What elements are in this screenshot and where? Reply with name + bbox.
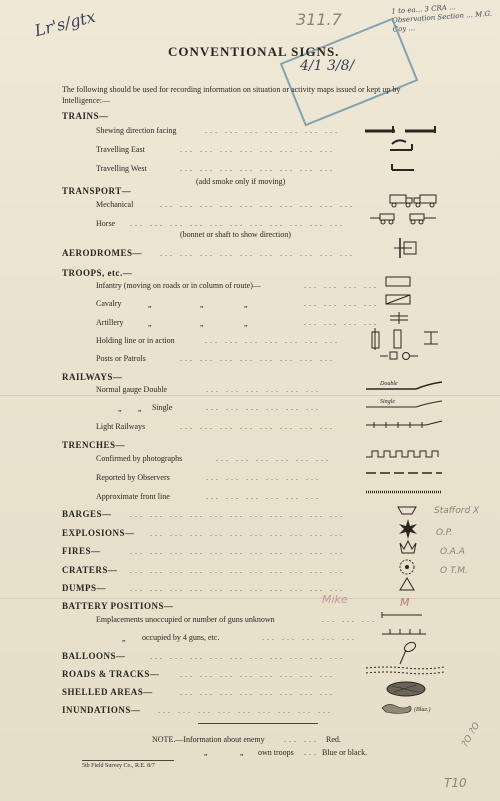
- dot-leader: ... ... ... ...: [304, 299, 379, 308]
- section-fires: FIRES—: [62, 546, 101, 556]
- pencil-note-corner: T10: [444, 776, 467, 790]
- dot-leader: ... ... ... ... ...: [262, 633, 357, 642]
- train-direction-symbol: [365, 123, 440, 135]
- barge-symbol: [396, 503, 420, 517]
- dot-leader: ... ... ... ... ... ...: [206, 403, 321, 412]
- dot-leader: ... ... ... ... ... ... ... ...: [180, 164, 335, 173]
- ditto-mark: „: [200, 319, 204, 328]
- pencil-note-fires: O.A.A: [440, 547, 465, 557]
- ditto-mark: „: [244, 300, 248, 309]
- item-horse: Horse: [96, 219, 116, 228]
- section-roads-tracks: ROADS & TRACKS—: [62, 669, 160, 679]
- dot-leader: ...: [304, 748, 319, 757]
- section-dumps: DUMPS—: [62, 583, 106, 593]
- item-infantry: Infantry (moving on roads or in column of route)—: [96, 281, 261, 290]
- intro-text: The following should be used for recording information on situation or activity maps issued or kept up by Intelligence:—: [62, 85, 401, 105]
- pencil-note-barges: Stafford X: [434, 506, 480, 516]
- dot-leader: ... ... ... ... ... ... ... ... ... ...: [160, 249, 355, 258]
- page-title: CONVENTIONAL SIGNS.: [168, 44, 340, 59]
- train-west-symbol: [388, 160, 418, 172]
- artillery-symbol: [384, 312, 414, 326]
- item-approximate-front: Approximate front line: [96, 492, 170, 501]
- railway-single-symbol: [366, 396, 446, 410]
- pencil-note-battery: Mike: [322, 593, 348, 606]
- fire-symbol: [398, 539, 418, 555]
- item-shewing-direction: Shewing direction facing: [96, 126, 177, 135]
- dot-leader: ... ... ... ... ... ... ... ... ... ... ...: [130, 566, 345, 575]
- dot-leader: ... ... ... ... ... ... ... ... ... ...: [150, 529, 345, 538]
- note-own-color: Blue or black.: [322, 748, 368, 757]
- item-posts-patrols: Posts or Patrols: [96, 354, 146, 363]
- roads-tracks-symbol: [366, 664, 446, 676]
- posts-patrols-symbol: [378, 348, 422, 362]
- blue-label: (Blue.): [414, 707, 431, 713]
- pencil-note-bottom-right: ?O ?O: [460, 720, 483, 750]
- dot-leader: ... ... ... ...: [304, 318, 379, 327]
- note-add-smoke: (add smoke only if moving): [196, 177, 286, 186]
- dot-leader: ... ... ... ... ... ... ... ...: [180, 670, 335, 679]
- item-travelling-east: Travelling East: [96, 145, 145, 154]
- section-aerodromes: AERODROMES—: [62, 248, 143, 258]
- front-line-symbol: [366, 487, 446, 497]
- dot-leader: ... ... ... ... ... ... ... ... ... ... ...: [130, 510, 345, 519]
- pencil-note-craters: O T.M.: [440, 566, 468, 576]
- inundation-symbol: [380, 700, 448, 716]
- dot-leader: ... ... ... ... ... ... ... ... ...: [158, 706, 333, 715]
- fold-line: [0, 598, 500, 599]
- section-trenches: TRENCHES—: [62, 440, 126, 450]
- dot-leader: ... ... ... ... ... ... ... ...: [180, 688, 335, 697]
- item-cavalry: Cavalry: [96, 299, 122, 308]
- section-transport: TRANSPORT—: [62, 186, 132, 196]
- horse-transport-symbol: [370, 212, 440, 226]
- item-emplacements-unoccupied: Emplacements unoccupied or number of guns unknown: [96, 615, 275, 624]
- train-east-symbol: [388, 138, 418, 154]
- dot-leader: ... ... ... ... ... ... ... ...: [180, 354, 335, 363]
- infantry-symbol: [384, 276, 414, 288]
- pencil-note-dumps: M: [400, 596, 410, 609]
- dot-leader: ... ... ... ... ... ... ... ...: [180, 422, 335, 431]
- handwritten-note-top-left: Lr's/gtx: [32, 6, 98, 41]
- item-light-railways: Light Railways: [96, 422, 146, 431]
- trench-confirmed-symbol: [366, 449, 446, 459]
- dot-leader: ... ... ... ... ... ... ... ... ... ...: [160, 200, 355, 209]
- note-enemy-color: Red.: [326, 735, 341, 744]
- explosion-symbol: [398, 519, 418, 539]
- dot-leader: ... ... ... ... ... ... ... ...: [180, 145, 335, 154]
- note-own-troops: own troops: [258, 748, 294, 757]
- ditto-mark: „: [200, 300, 204, 309]
- dot-leader: ... ... ... ... ... ... ... ... ... ... ...: [130, 547, 345, 556]
- note-enemy: NOTE.—Information about enemy: [152, 735, 265, 744]
- item-confirmed-photographs: Confirmed by photographs: [96, 454, 183, 463]
- ditto-mark: „: [118, 404, 122, 413]
- item-mechanical: Mechanical: [96, 200, 134, 209]
- dot-leader: ... ... ... ... ... ... ... ... ... ...: [150, 652, 345, 661]
- crater-symbol: [398, 558, 416, 576]
- section-trains: TRAINS—: [62, 111, 109, 121]
- dot-leader: ... ... ... ... ... ...: [206, 385, 321, 394]
- section-craters: CRATERS—: [62, 565, 118, 575]
- section-shelled-areas: SHELLED AREAS—: [62, 687, 153, 697]
- dump-symbol: [398, 576, 416, 592]
- pencil-number-top: 311.7: [296, 10, 342, 29]
- handwritten-stamp-date: 4/1 3/8/: [300, 58, 355, 74]
- item-single: Single: [152, 403, 173, 412]
- balloon-symbol: [396, 640, 418, 666]
- mechanical-transport-symbol: [388, 192, 443, 208]
- ditto-mark: „: [138, 404, 142, 413]
- section-barges: BARGES—: [62, 509, 112, 519]
- trench-reported-symbol: [366, 468, 446, 478]
- dot-leader: ... ... ... ... ... ...: [206, 492, 321, 501]
- section-balloons: BALLOONS—: [62, 651, 126, 661]
- dot-leader: ... ... ... ... ... ... ...: [205, 126, 340, 135]
- divider: [82, 760, 174, 761]
- dot-leader: ... ... ... ... ... ... ... ... ... ... ...: [130, 584, 345, 593]
- section-explosions: EXPLOSIONS—: [62, 528, 135, 538]
- aerodrome-symbol: [392, 236, 422, 260]
- ditto-mark: „: [204, 748, 208, 757]
- dot-leader: ... ... ... ... ... ...: [216, 454, 331, 463]
- item-reported-observers: Reported by Observers: [96, 473, 170, 482]
- battery-occupied-symbol: [378, 626, 432, 638]
- item-normal-gauge: Normal gauge Double: [96, 385, 168, 394]
- dot-leader: ... ... ...: [322, 615, 377, 624]
- light-railway-symbol: [366, 416, 446, 430]
- pencil-note-explosions: O.P.: [436, 528, 453, 538]
- item-travelling-west: Travelling West: [96, 164, 147, 173]
- item-occupied-4-guns: occupied by 4 guns, etc.: [142, 633, 220, 642]
- shelled-area-symbol: [384, 680, 428, 698]
- ditto-mark: „: [148, 319, 152, 328]
- item-artillery: Artillery: [96, 318, 124, 327]
- battery-unoccupied-symbol: [378, 609, 428, 621]
- ditto-mark: „: [122, 634, 126, 643]
- section-railways: RAILWAYS—: [62, 372, 123, 382]
- section-battery-positions: BATTERY POSITIONS—: [62, 601, 174, 611]
- double-label: Double: [380, 381, 398, 387]
- handwritten-distribution-list: 1 to ea... 3 CRA ... Observation Section ... M.G. Coy ...: [391, 3, 493, 34]
- note-bonnet-shaft: (bonnet or shaft to show direction): [180, 230, 291, 239]
- cavalry-symbol: [384, 294, 414, 306]
- dot-leader: ... ... ... ... ... ...: [206, 473, 321, 482]
- dot-leader: ... ... ... ... ... ... ... ... ... ... ...: [130, 219, 345, 228]
- dot-leader: ... ... ... ... ... ... ...: [205, 336, 340, 345]
- dot-leader: ... ...: [284, 735, 319, 744]
- single-label: Single: [380, 399, 395, 405]
- railway-double-symbol: [366, 378, 446, 392]
- item-holding-line: Holding line or in action: [96, 336, 175, 345]
- section-troops: TROOPS, etc.—: [62, 268, 133, 278]
- section-inundations: INUNDATIONS—: [62, 705, 141, 715]
- ditto-mark: „: [240, 748, 244, 757]
- ditto-mark: „: [148, 300, 152, 309]
- divider: [198, 723, 318, 724]
- printer-imprint: 5th Field Survey Co., R.E. 8/7: [82, 763, 155, 769]
- dot-leader: ... ... ... ...: [304, 281, 379, 290]
- ditto-mark: „: [244, 319, 248, 328]
